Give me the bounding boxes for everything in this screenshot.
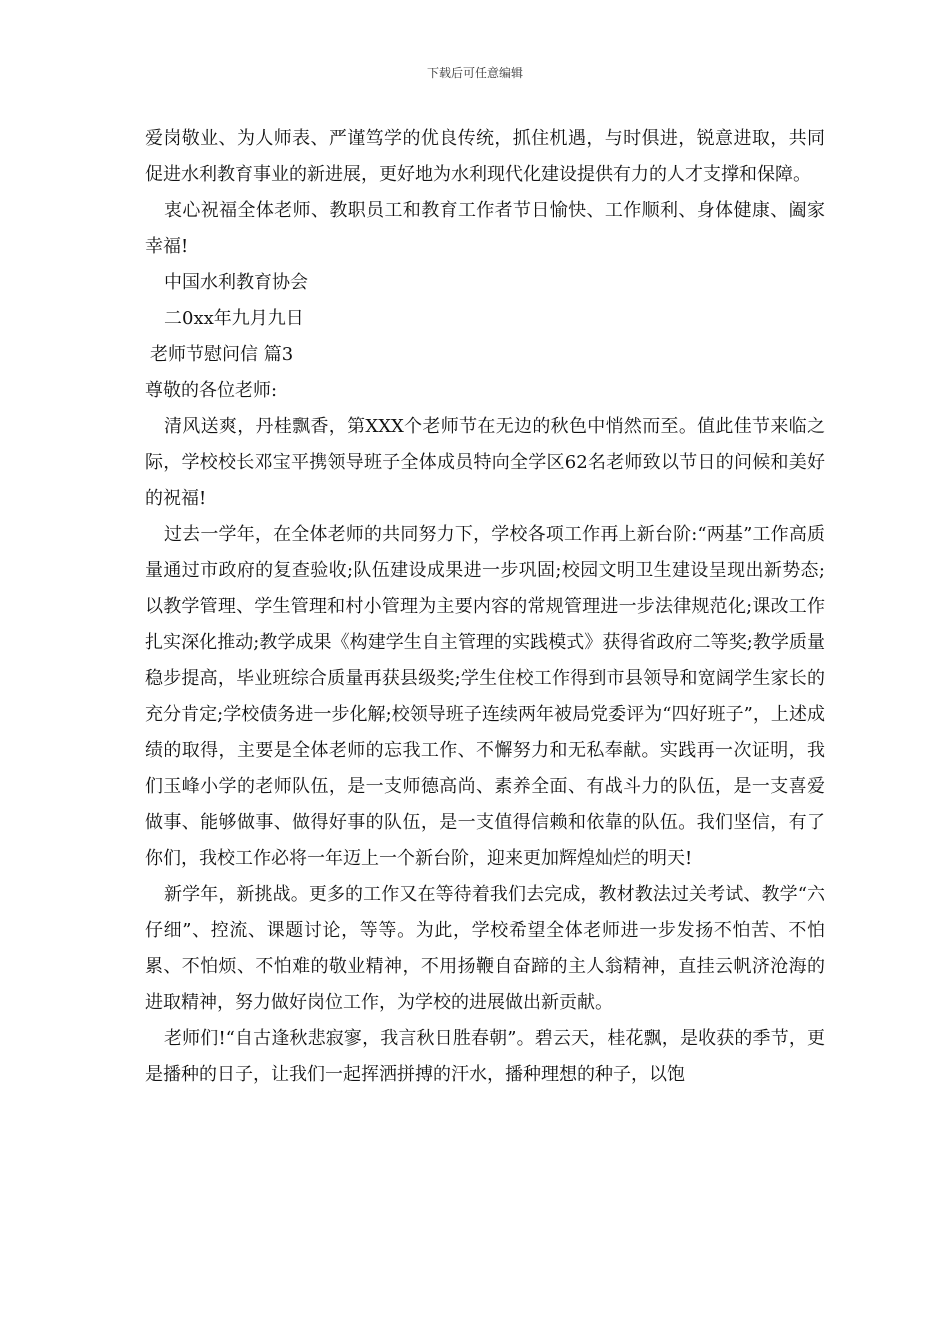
salutation: 尊敬的各位老师: [145, 380, 278, 401]
paragraph-new-year: 新学年，新挑战。更多的工作又在等待着我们去完成，教材教法过关考试、教学“六仔细”、控流、课题讨论，等等。为此，学校希望全体老师进一步发扬不怕苦、不怕累、不怕烦、不怕难的敬业精神，不用扬鞭自奋蹄的主人翁精神，直挂云帆济沧海的进取精神，努力做好岗位工作，为学校的进展做出新贡献。 [145, 884, 825, 1013]
paragraph-greeting: 清风送爽，丹桂飘香，第XXX个老师节在无边的秋色中悄然而至。值此佳节来临之际，学校校长邓宝平携领导班子全体成员特向全学区62名老师致以节日的问候和美好的祝福! [145, 416, 825, 509]
section-title: 老师节慰问信 篇3 [150, 344, 294, 365]
paragraph-blessing: 衷心祝福全体老师、教职员工和教育工作者节日愉快、工作顺利、身体健康、阖家幸福! [145, 200, 825, 257]
paragraph-closing: 老师们!“自古逢秋悲寂寥，我言秋日胜春朝”。碧云天，桂花飘，是收获的季节，更是播种的日子，让我们一起挥洒拼搏的汗水，播种理想的种子，以饱 [145, 1028, 825, 1085]
paragraph-achievements: 过去一学年，在全体老师的共同努力下，学校各项工作再上新台阶:“两基”工作高质量通过市政府的复查验收;队伍建设成果进一步巩固;校园文明卫生建设呈现出新势态;以教学管理、学生管理和村小管理为主要内容的常规管理进一步法律规范化;课改工作扎实深化推动;教学成果《构建学生自主管理的实践模式》获得省政府二等奖;教学质量稳步提高，毕业班综合质量再获县级奖;学生住校工作得到市县领导和宽阔学生家长的充分肯定;学校债务进一步化解;校领导班子连续两年被局党委评为“四好班子”，上述成绩的取得，主要是全体老师的忘我工作、不懈努力和无私奉献。实践再一次证明，我们玉峰小学的老师队伍，是一支师德高尚、素养全面、有战斗力的队伍，是一支喜爱做事、能够做事、做得好事的队伍，是一支值得信赖和依靠的队伍。我们坚信，有了你们，我校工作必将一年迈上一个新台阶，迎来更加辉煌灿烂的明天! [145, 524, 825, 869]
page-header: 下载后可任意编辑 [426, 66, 523, 80]
paragraph-continuation: 爱岗敬业、为人师表、严谨笃学的优良传统，抓住机遇，与时俱进，锐意进取，共同促进水利教育事业的新进展，更好地为水利现代化建设提供有力的人才支撑和保障。 [145, 128, 825, 185]
document-body [145, 121, 825, 1093]
signature-date: 二0xx年九月九日 [164, 308, 304, 329]
signature-organization: 中国水利教育协会 [164, 272, 308, 293]
